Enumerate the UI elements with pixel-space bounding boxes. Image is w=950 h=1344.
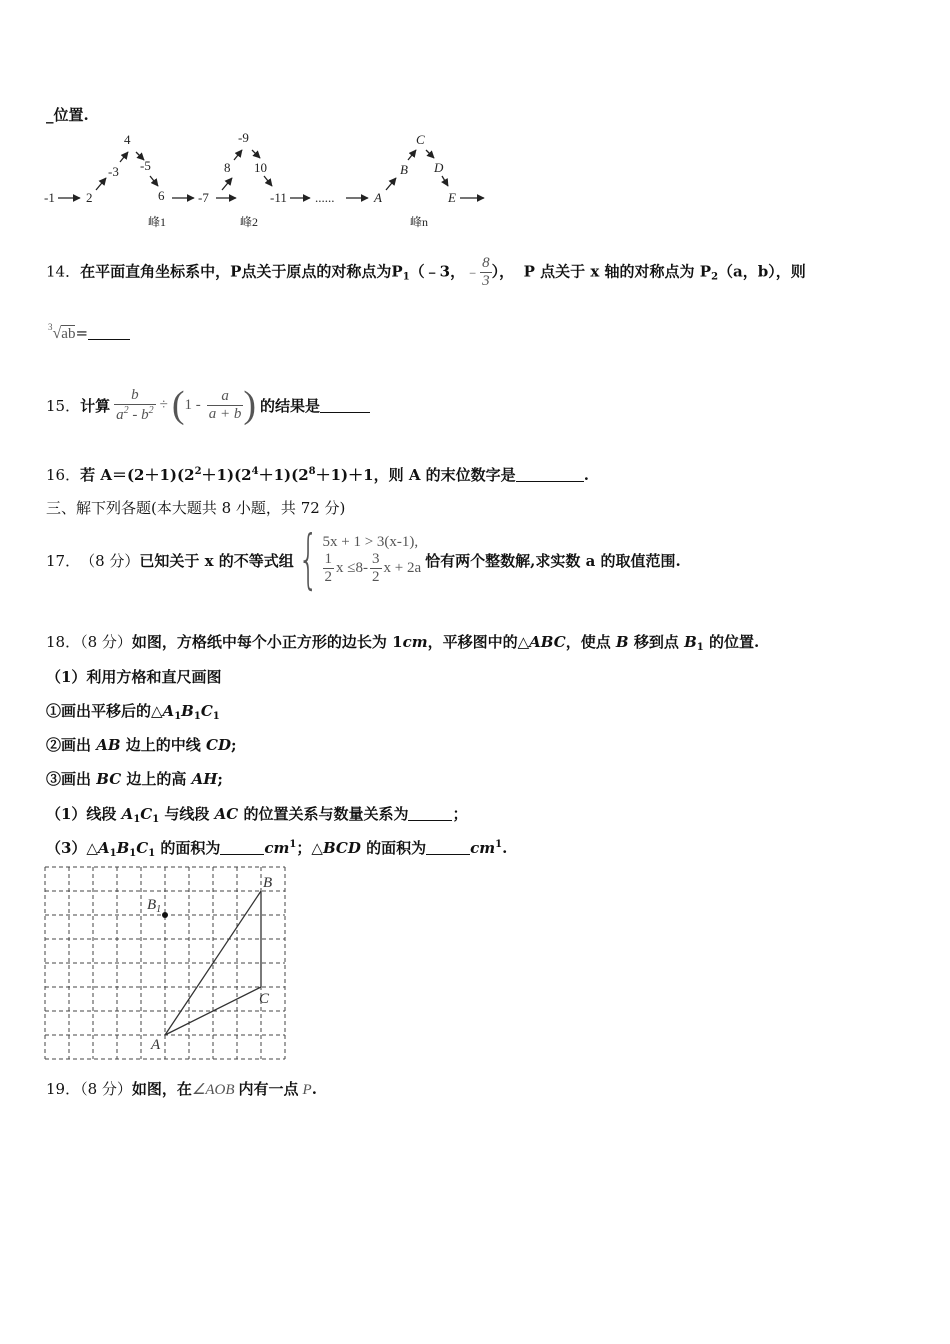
peakn-label: 峰n — [410, 215, 429, 229]
peak1-2: 2 — [86, 190, 93, 205]
peak1-start: -1 — [44, 190, 55, 205]
answer-blank-16 — [516, 467, 584, 482]
peak2-label: 峰2 — [240, 215, 259, 229]
peakn-B: B — [400, 162, 408, 177]
answer-blank-14 — [88, 325, 130, 340]
question-17: 17． （8 分） 已知关于 x 的不等式组 { 5x + 1 > 3(x-1), $\frac{1}{2}$ x ≤8- $\frac{3}{2}$ x + 2a 恰有两个整数解,求实数 a 的取值范围. — [46, 523, 681, 597]
question-16: 16．若 $A=(2+1)(2^2+1)(2^4+1)(2^8+1)+1$，则 A 的末位数字是 . — [46, 466, 589, 484]
peak2-m11: -11 — [270, 190, 287, 205]
answer-blank-18-3a — [220, 840, 264, 855]
question-15: 15． 计算 $\frac{b}{a^2 - b^2}$ ÷ ( 1 - $\frac{a}{a + b}$ ) 的结果是 — [46, 385, 370, 425]
cube-root-expression: $^3$√ab= — [48, 322, 130, 343]
peak-diagram — [40, 128, 500, 230]
peakn-C: C — [416, 132, 425, 147]
peakn-D: D — [434, 160, 444, 175]
label-A: A — [151, 1037, 161, 1053]
frac-8-3: $\frac{8}{3}$ — [482, 255, 490, 289]
label-C: C — [259, 991, 270, 1007]
peak1-label: 峰1 — [148, 215, 167, 229]
q18-part1: （1）利用方格和直尺画图 — [46, 668, 222, 686]
q18-part3: $(3)\triangle A_1B_1C_1$ 的面积为 $cm^1$；△BCD 的面积为 $cm^1$. — [46, 839, 508, 859]
answer-blank-18-3b — [426, 840, 470, 855]
peak2-start: -7 — [198, 190, 209, 205]
peakn-E: E — [448, 190, 456, 205]
peak1-4: 4 — [124, 132, 131, 147]
q18-step1: ①画出平移后的$\triangle A_1B_1C_1$ — [46, 702, 220, 722]
section-3-heading: 三、解下列各题(本大题共 8 小题，共 72 分) — [46, 499, 346, 517]
label-B1: $B_1$ — [147, 897, 162, 915]
q18-step2: ②画出 AB 边上的中线 CD; — [46, 736, 237, 754]
top-line: _位置. — [46, 106, 89, 124]
peak2-10: 10 — [254, 160, 267, 175]
peak1-m3: -3 — [108, 164, 119, 179]
grid-figure — [44, 866, 286, 1060]
peakn-A: A — [374, 190, 382, 205]
peak1-6: 6 — [158, 188, 165, 203]
question-18: 18．（8 分）如图，方格纸中每个小正方形的边长为 1cm，平移图中的△ABC，使点 B 移到点 $B_1$ 的位置. — [46, 633, 760, 653]
answer-blank-15 — [320, 398, 370, 413]
peak-dots: ...... — [315, 190, 335, 205]
point-B1 — [162, 912, 168, 918]
question-19: 19．（8 分）如图，在∠AOB 内有一点 P. — [46, 1080, 317, 1098]
peak2-8: 8 — [224, 160, 231, 175]
q18-step3: ③画出 BC 边上的高 AH; — [46, 770, 223, 788]
answer-blank-18-2 — [408, 806, 452, 821]
q18-part2: （1）线段 $A_1C_1$ 与线段 AC 的位置关系与数量关系为 ； — [46, 805, 468, 825]
label-B: B — [263, 875, 273, 891]
grid-lines — [45, 867, 285, 1059]
peak1-m5: -5 — [140, 158, 151, 173]
question-14: 14．在平面直角坐标系中，P点关于原点的对称点为$P_1(﹣3$，﹣ $\frac{8}{3}$ ）， P 点关于 x 轴的对称点为 $P_2(a$，b），则 — [46, 255, 806, 289]
peak2-m9: -9 — [238, 130, 249, 145]
